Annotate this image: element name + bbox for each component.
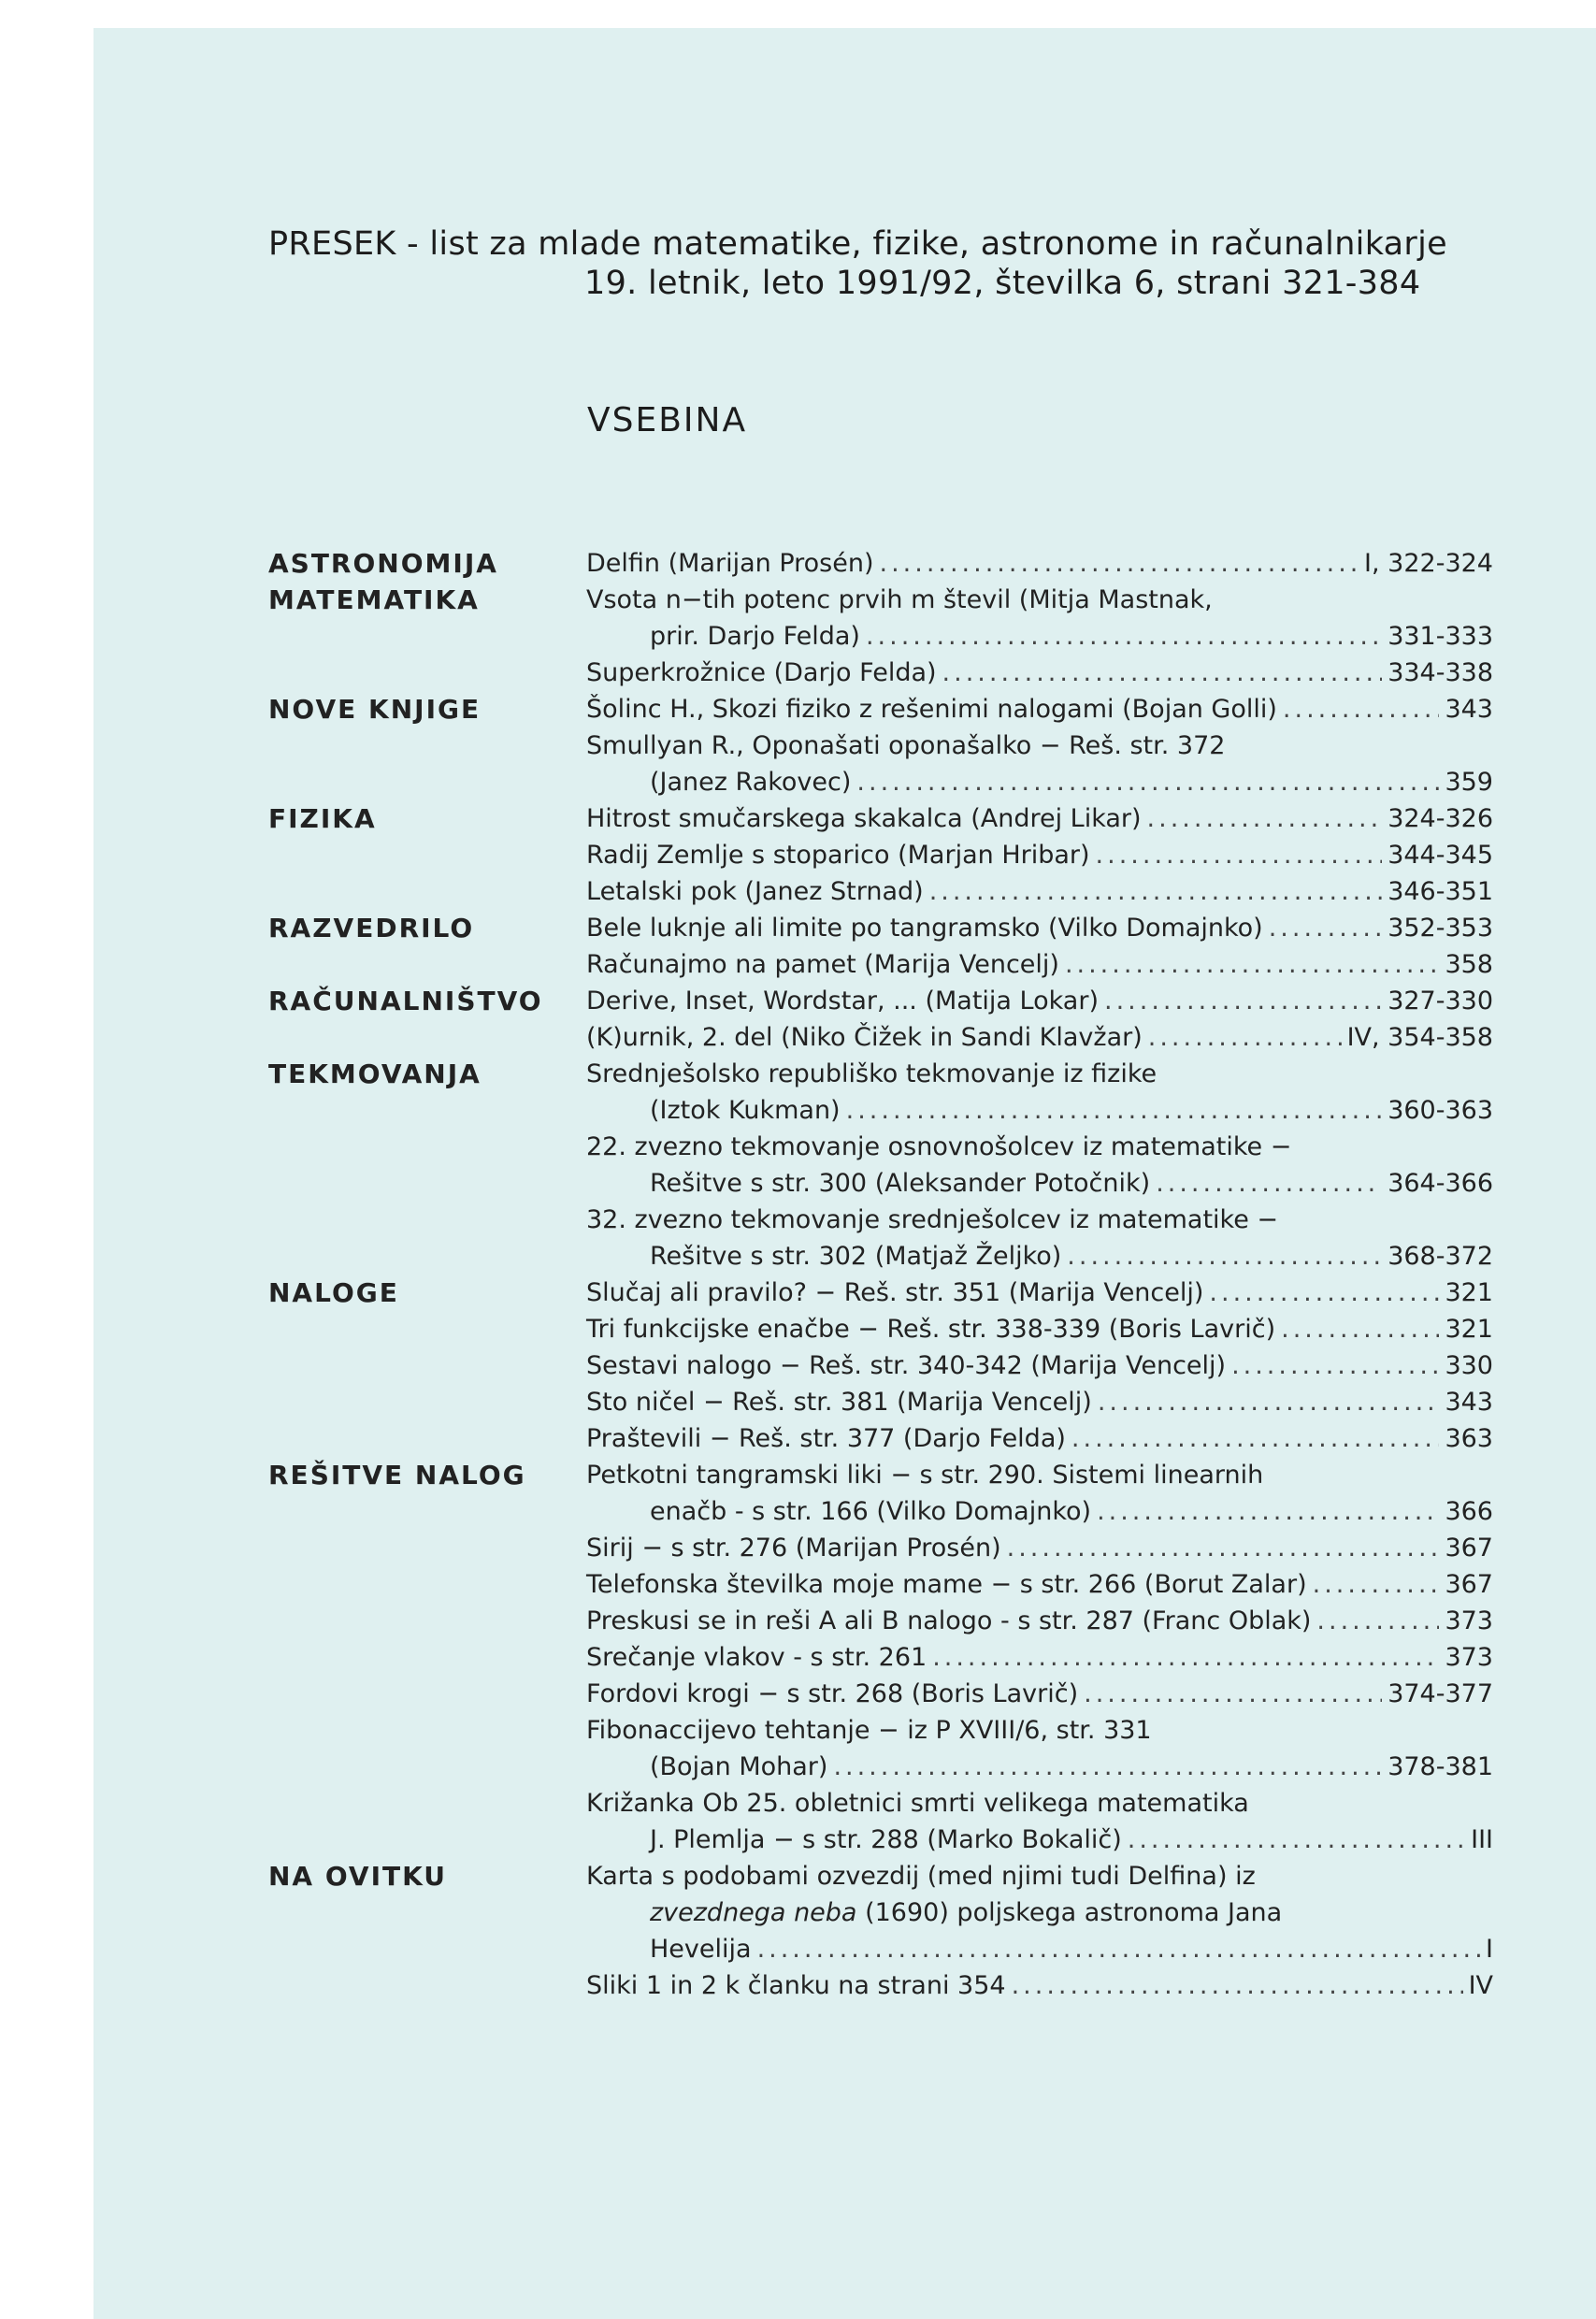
entry-title: (K)urnik, 2. del (Niko Čižek in Sandi Klavžar) (586, 1023, 1143, 1052)
dot-leader (833, 1749, 1382, 1785)
section-heading: FIZIKA (268, 803, 377, 834)
page-number: 373 (1445, 1643, 1493, 1672)
entry-text-line: Vsota n−tih potenc prvih m števil (Mitja Mastnak, (586, 585, 1213, 614)
page-number: IV (1468, 1971, 1493, 2000)
page-title: VSEBINA (587, 401, 748, 439)
entry-text-line: 22. zvezno tekmovanje osnovnošolcev iz matematike − (586, 1132, 1292, 1161)
section-entries (586, 545, 1493, 582)
toc-section (268, 1457, 1503, 1858)
dot-leader (879, 545, 1359, 582)
entry-title: Sliki 1 in 2 k članku na strani 354 (586, 1971, 1006, 2000)
section-entries (586, 691, 1493, 800)
entry-last-line (586, 1566, 1493, 1603)
entry-title: Praštevili − Reš. str. 377 (Darjo Felda) (586, 1424, 1066, 1453)
page-number: 330 (1445, 1351, 1493, 1380)
entry-title: Srečanje vlakov - s str. 261 (586, 1643, 927, 1672)
section-entries (586, 800, 1493, 910)
toc-entry (586, 1967, 1493, 2004)
section-heading: NA OVITKU (268, 1861, 448, 1892)
page-number: 331-333 (1388, 622, 1493, 651)
dot-leader (942, 655, 1383, 691)
page-number: 364-366 (1388, 1169, 1493, 1198)
entry-last-line (586, 1676, 1493, 1712)
entry-last-line (586, 1420, 1493, 1457)
entry-last-line (586, 1275, 1493, 1311)
toc-entry (586, 655, 1493, 691)
toc-entry (586, 873, 1493, 910)
header-line-2: 19. letnik, leto 1991/92, številka 6, strani 321-384 (584, 265, 1421, 302)
entry-title: Telefonska številka moje mame − s str. 266 (Borut Zalar) (586, 1570, 1307, 1599)
entry-text-line: Križanka Ob 25. obletnici smrti velikega matematika (586, 1789, 1249, 1818)
page-number: 344-345 (1388, 841, 1493, 870)
entry-last-line (586, 1967, 1493, 2004)
entry-last-line (586, 1603, 1493, 1639)
toc-section (268, 800, 1503, 910)
entry-last-line (586, 691, 1493, 727)
toc-section (268, 983, 1503, 1056)
page-number: 343 (1445, 1388, 1493, 1417)
dot-leader (1316, 1603, 1439, 1639)
entry-title: Računajmo na pamet (Marija Vencelj) (586, 950, 1059, 979)
toc-entry (586, 1420, 1493, 1457)
toc-entry (586, 837, 1493, 873)
page-number: 321 (1445, 1315, 1493, 1344)
dot-leader (929, 873, 1383, 910)
toc-section (268, 691, 1503, 800)
dot-leader (1067, 1238, 1382, 1275)
journal-header (268, 224, 1503, 303)
toc-entry (586, 1566, 1493, 1603)
dot-leader (1148, 1019, 1342, 1056)
toc-section (268, 545, 1503, 582)
entry-last-line (586, 983, 1493, 1019)
entry-title: Tri funkcijske enačbe − Reš. str. 338-339 (Boris Lavrič) (586, 1315, 1276, 1344)
entry-title: Delfin (Marijan Prosén) (586, 549, 874, 578)
dot-leader (1231, 1347, 1439, 1384)
dot-leader (1156, 1165, 1382, 1202)
toc-entry (586, 691, 1493, 727)
toc-section (268, 910, 1503, 983)
dot-leader (1147, 800, 1383, 837)
entry-text-line: Karta s podobami ozvezdij (med njimi tudi Delfina) iz (586, 1862, 1256, 1891)
section-heading: RAZVEDRILO (268, 913, 475, 943)
dot-leader (1007, 1530, 1440, 1566)
dot-leader (1071, 1420, 1440, 1457)
page-number: 366 (1445, 1497, 1493, 1526)
dot-leader (1313, 1566, 1440, 1603)
page-number: 367 (1445, 1534, 1493, 1563)
page-number: IV, 354-358 (1346, 1023, 1493, 1052)
entry-title: Fordovi krogi − s str. 268 (Boris Lavrič) (586, 1679, 1079, 1708)
toc-entry (586, 1712, 1493, 1785)
dot-leader (1097, 1493, 1439, 1530)
page-number: 343 (1445, 695, 1493, 724)
entry-text-line: Petkotni tangramski liki − s str. 290. Sistemi linearnih (586, 1461, 1264, 1490)
section-heading: TEKMOVANJA (268, 1059, 482, 1089)
dot-leader (1209, 1275, 1439, 1311)
dot-leader (1281, 1311, 1439, 1347)
entry-title: Superkrožnice (Darjo Felda) (586, 658, 937, 687)
page-number: 327-330 (1388, 987, 1493, 1015)
section-entries (586, 1275, 1493, 1457)
entry-text-line: Smullyan R., Oponašati oponašalko − Reš. str. 372 (586, 731, 1226, 760)
section-entries (586, 1457, 1493, 1858)
toc-entry (586, 1202, 1493, 1275)
dot-leader (1084, 1676, 1382, 1712)
entry-title: Rešitve s str. 302 (Matjaž Željko) (650, 1242, 1062, 1271)
entry-last-line (586, 1749, 1493, 1785)
toc-entry (586, 582, 1493, 655)
dot-leader (932, 1639, 1439, 1676)
page-number: 359 (1445, 768, 1493, 797)
toc-entry (586, 545, 1493, 582)
section-entries (586, 983, 1493, 1056)
page-number: I, 322-324 (1364, 549, 1493, 578)
toc-entry (586, 1347, 1493, 1384)
toc-entry (586, 1019, 1493, 1056)
header-line-1: PRESEK - list za mlade matematike, fizike, astronome in računalnikarje (268, 225, 1447, 263)
entry-title: Šolinc H., Skozi fiziko z rešenimi nalogami (Bojan Golli) (586, 695, 1277, 724)
entry-last-line (586, 873, 1493, 910)
entry-title: Hevelija (650, 1935, 752, 1964)
toc-entry (586, 946, 1493, 983)
toc-entry (586, 910, 1493, 946)
table-of-contents (268, 545, 1503, 2004)
toc-section (268, 1056, 1503, 1275)
entry-title: (Bojan Mohar) (650, 1752, 828, 1781)
dot-leader (1065, 946, 1440, 983)
toc-entry (586, 1129, 1493, 1202)
section-heading: NALOGE (268, 1277, 399, 1308)
page-number: 346-351 (1388, 877, 1493, 906)
page-number: 324-326 (1388, 804, 1493, 833)
entry-last-line (586, 655, 1493, 691)
dot-leader (1128, 1822, 1465, 1858)
entry-last-line (586, 1931, 1493, 1967)
page-number: 378-381 (1388, 1752, 1493, 1781)
toc-entry (586, 1858, 1493, 1967)
toc-entry (586, 1676, 1493, 1712)
entry-title: Sirij − s str. 276 (Marijan Prosén) (586, 1534, 1001, 1563)
toc-entry (586, 1384, 1493, 1420)
entry-last-line (586, 545, 1493, 582)
toc-entry (586, 983, 1493, 1019)
dot-leader (866, 618, 1382, 655)
dot-leader (757, 1931, 1480, 1967)
section-entries (586, 582, 1493, 691)
toc-entry (586, 800, 1493, 837)
page-number: 321 (1445, 1278, 1493, 1307)
entry-title: enačb - s str. 166 (Vilko Domajnko) (650, 1497, 1092, 1526)
toc-entry (586, 1785, 1493, 1858)
dot-leader (1098, 1384, 1440, 1420)
section-entries (586, 1858, 1493, 2004)
page-number: 374-377 (1388, 1679, 1493, 1708)
entry-title: Sto ničel − Reš. str. 381 (Marija Vencelj) (586, 1388, 1092, 1417)
entry-title: Radij Zemlje s stoparico (Marjan Hribar) (586, 841, 1090, 870)
entry-last-line (586, 618, 1493, 655)
entry-last-line (586, 1822, 1493, 1858)
section-entries (586, 1056, 1493, 1275)
entry-last-line (586, 800, 1493, 837)
page-number: I (1486, 1935, 1493, 1964)
dot-leader (1096, 837, 1383, 873)
page-number: 358 (1445, 950, 1493, 979)
section-heading: RAČUNALNIŠTVO (268, 986, 543, 1016)
entry-last-line (586, 764, 1493, 800)
entry-title: Bele luknje ali limite po tangramsko (Vilko Domajnko) (586, 914, 1263, 943)
entry-last-line (586, 1493, 1493, 1530)
entry-text-line: 32. zvezno tekmovanje srednješolcev iz matematike − (586, 1205, 1279, 1234)
dot-leader (1012, 1967, 1463, 2004)
entry-last-line (586, 1639, 1493, 1676)
entry-title: Rešitve s str. 300 (Aleksander Potočnik) (650, 1169, 1151, 1198)
page-number: 373 (1445, 1606, 1493, 1635)
entry-text-line: Srednješolsko republiško tekmovanje iz fizike (586, 1059, 1157, 1088)
page-number: 363 (1445, 1424, 1493, 1453)
page-number: 334-338 (1388, 658, 1493, 687)
toc-section (268, 1275, 1503, 1457)
entry-title: Slučaj ali pravilo? − Reš. str. 351 (Marija Vencelj) (586, 1278, 1204, 1307)
entry-title: Preskusi se in reši A ali B nalogo - s str. 287 (Franc Oblak) (586, 1606, 1312, 1635)
page-number: 367 (1445, 1570, 1493, 1599)
entry-text-line: Fibonaccijevo tehtanje − iz P XVIII/6, str. 331 (586, 1716, 1152, 1745)
toc-entry (586, 1275, 1493, 1311)
entry-title: Hitrost smučarskega skakalca (Andrej Likar) (586, 804, 1142, 833)
toc-entry (586, 1639, 1493, 1676)
dot-leader (1269, 910, 1382, 946)
section-entries (586, 910, 1493, 983)
page-number: 352-353 (1388, 914, 1493, 943)
dot-leader (856, 764, 1439, 800)
entry-text-line: zvezdnega neba (1690) poljskega astronoma Jana (650, 1898, 1283, 1927)
entry-last-line (586, 910, 1493, 946)
entry-last-line (586, 1384, 1493, 1420)
entry-last-line (586, 1238, 1493, 1275)
section-heading: MATEMATIKA (268, 584, 480, 615)
entry-last-line (586, 837, 1493, 873)
page-number: 368-372 (1388, 1242, 1493, 1271)
entry-last-line (586, 1165, 1493, 1202)
entry-last-line (586, 1347, 1493, 1384)
dot-leader (846, 1092, 1383, 1129)
entry-title: Sestavi nalogo − Reš. str. 340-342 (Marija Vencelj) (586, 1351, 1227, 1380)
dot-leader (1283, 691, 1440, 727)
entry-title: (Iztok Kukman) (650, 1096, 841, 1125)
entry-title: Derive, Inset, Wordstar, ... (Matija Lokar) (586, 987, 1099, 1015)
entry-title: (Janez Rakovec) (650, 768, 852, 797)
entry-last-line (586, 1092, 1493, 1129)
toc-section (268, 582, 1503, 691)
entry-title: J. Plemlja − s str. 288 (Marko Bokalič) (650, 1825, 1122, 1854)
toc-entry (586, 1457, 1493, 1530)
section-heading: REŠITVE NALOG (268, 1460, 526, 1491)
toc-entry (586, 1603, 1493, 1639)
entry-title: prir. Darjo Felda) (650, 622, 860, 651)
entry-last-line (586, 1019, 1493, 1056)
toc-entry (586, 1311, 1493, 1347)
toc-section (268, 1858, 1503, 2004)
entry-last-line (586, 1311, 1493, 1347)
toc-entry (586, 1530, 1493, 1566)
page-number: III (1471, 1825, 1493, 1854)
toc-entry (586, 727, 1493, 800)
page-number: 360-363 (1388, 1096, 1493, 1125)
dot-leader (1104, 983, 1382, 1019)
section-heading: ASTRONOMIJA (268, 548, 498, 579)
section-heading: NOVE KNJIGE (268, 694, 482, 725)
entry-last-line (586, 946, 1493, 983)
entry-last-line (586, 1530, 1493, 1566)
toc-entry (586, 1056, 1493, 1129)
entry-title: Letalski pok (Janez Strnad) (586, 877, 924, 906)
